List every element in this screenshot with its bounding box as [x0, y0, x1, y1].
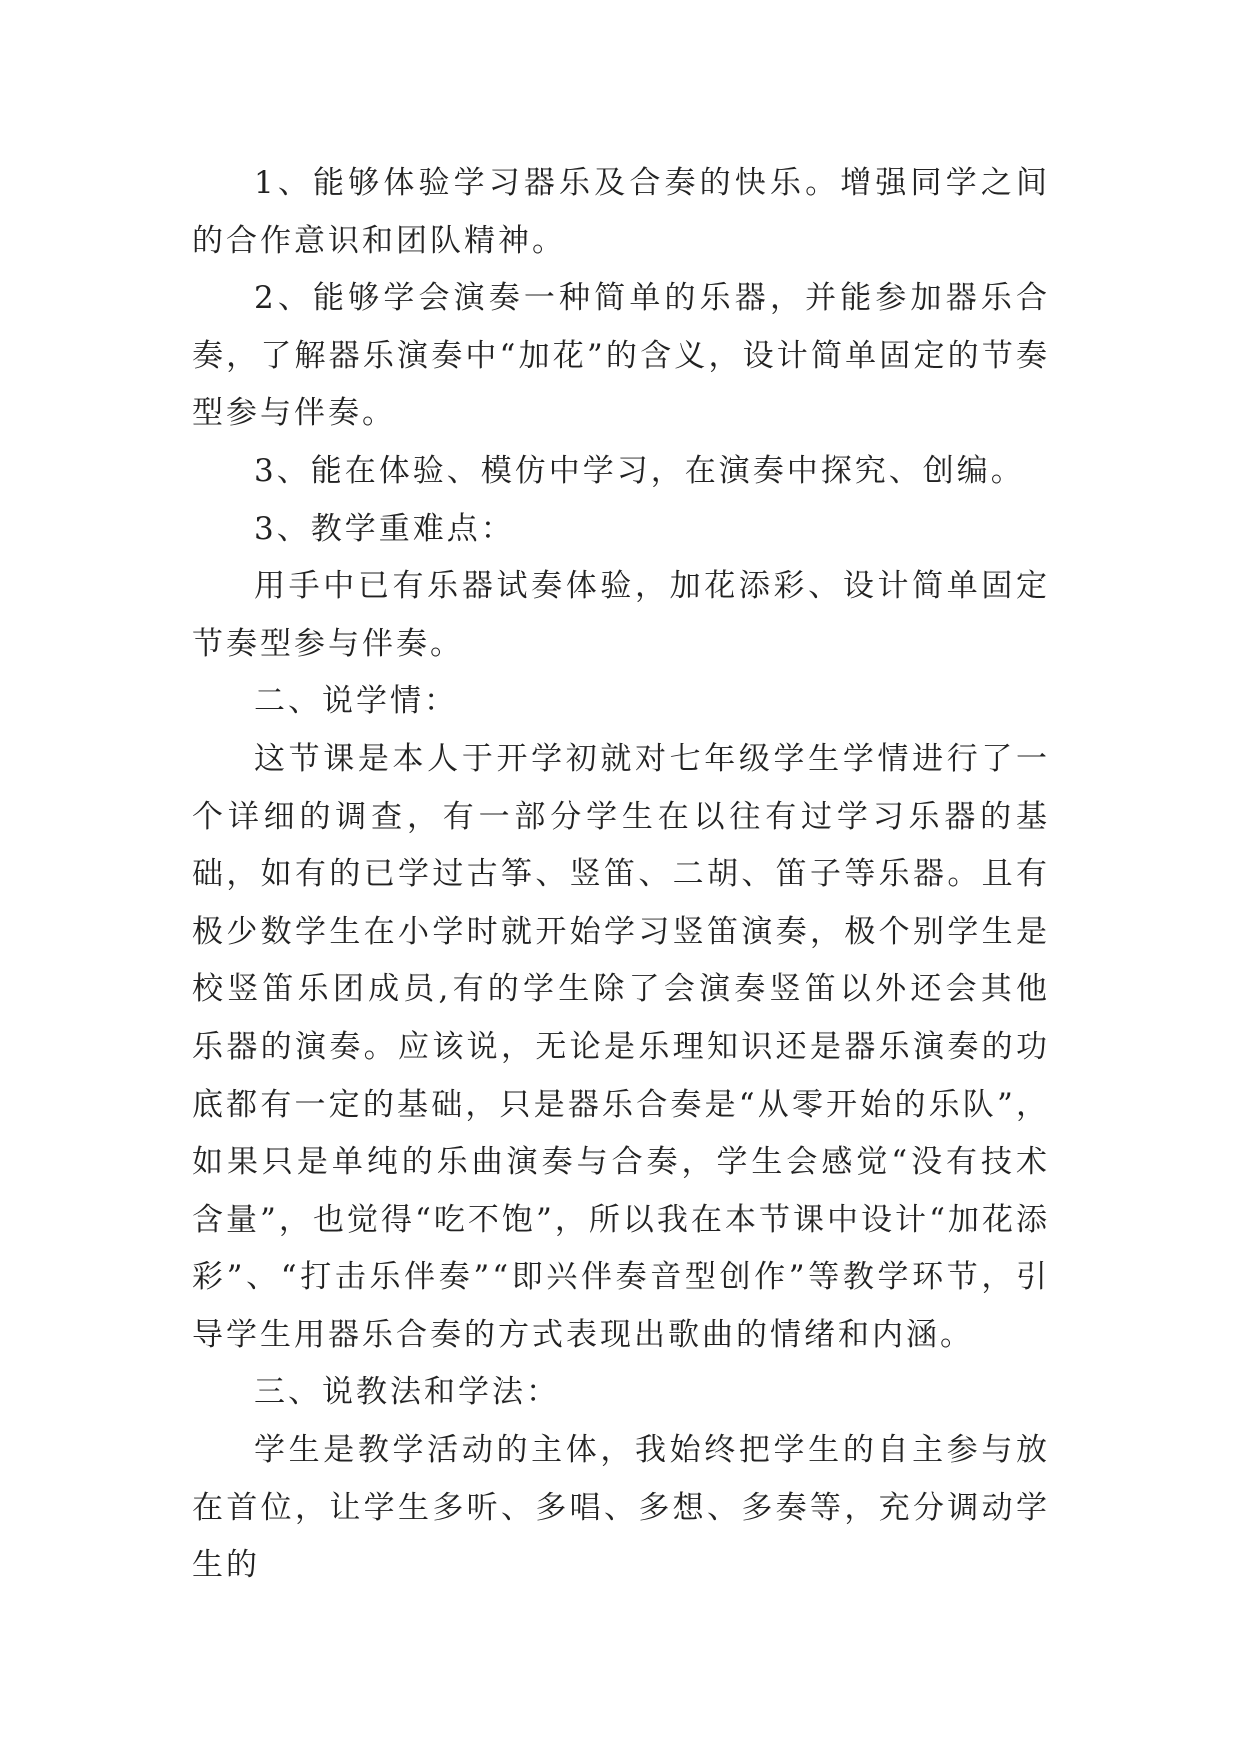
teaching-methods-paragraph: 学生是教学活动的主体，我始终把学生的自主参与放在首位，让学生多听、多唱、多想、多奏等，充分调动学生的: [192, 1432, 1050, 1584]
objective-2-paragraph: 2、能够学会演奏一种简单的乐器，并能参加器乐合奏，了解器乐演奏中“加花”的含义，设计简单固定的节奏型参与伴奏。: [192, 280, 1050, 432]
objective-1-paragraph: 1、能够体验学习器乐及合奏的快乐。增强同学之间的合作意识和团队精神。: [192, 165, 1050, 259]
document-page: [192, 155, 1050, 1595]
student-analysis-heading: 二、说学情：: [254, 683, 458, 720]
teaching-methods-heading: 三、说教法和学法：: [254, 1374, 560, 1411]
key-difficulties-heading: 3、教学重难点：: [254, 510, 515, 547]
objective-3-paragraph: 3、能在体验、模仿中学习，在演奏中探究、创编。: [254, 452, 1025, 489]
key-difficulties-paragraph: 用手中已有乐器试奏体验，加花添彩、设计简单固定节奏型参与伴奏。: [192, 568, 1050, 662]
student-analysis-paragraph: 这节课是本人于开学初就对七年级学生学情进行了一个详细的调查，有一部分学生在以往有过学习乐器的基础，如有的已学过古筝、竖笛、二胡、笛子等乐器。且有极少数学生在小学时就开始学习竖笛演奏，极个别学生是校竖笛乐团成员,有的学生除了会演奏竖笛以外还会其他乐器的演奏。应该说，无论是乐理知识还是器乐演奏的功底都有一定的基础，只是器乐合奏是“从零开始的乐队”，如果只是单纯的乐曲演奏与合奏，学生会感觉“没有技术含量”，也觉得“吃不饱”，所以我在本节课中设计“加花添彩”、“打击乐伴奏”“即兴伴奏音型创作”等教学环节，引导学生用器乐合奏的方式表现出歌曲的情绪和内涵。: [192, 740, 1050, 1353]
